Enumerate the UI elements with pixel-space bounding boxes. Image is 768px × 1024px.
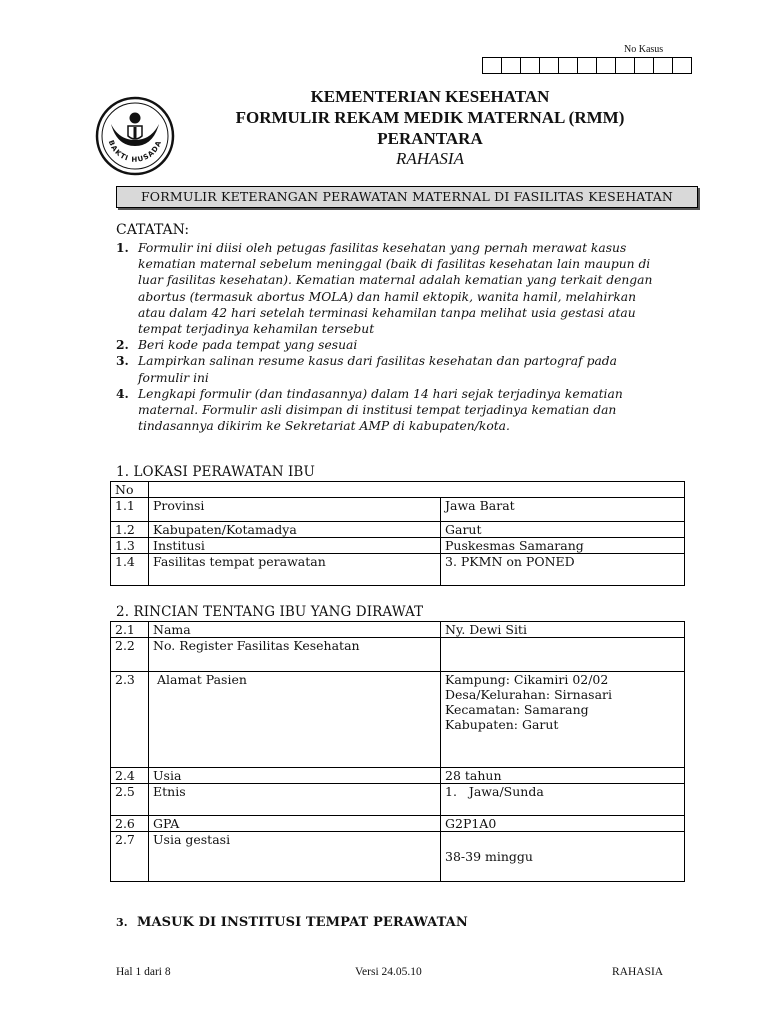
header-rahasia: RAHASIA: [396, 149, 464, 168]
row-label: Fasilitas tempat perawatan: [149, 554, 441, 586]
section-3-number: 3.: [116, 916, 128, 929]
no-kasus-digit-box[interactable]: [559, 58, 578, 73]
catatan-item-text: [138, 353, 617, 385]
form-title-bar: FORMULIR KETERANGAN PERAWATAN MATERNAL DI FASILITAS KESEHATAN: [116, 186, 698, 208]
header-ministry: KEMENTERIAN KESEHATAN: [310, 87, 550, 106]
row-label: Institusi: [149, 538, 441, 554]
catatan-item-number: 2.: [116, 337, 129, 353]
row-label: Kabupaten/Kotamadya: [149, 522, 441, 538]
no-kasus-label: No Kasus: [624, 44, 664, 55]
row-label: Alamat Pasien: [149, 672, 441, 768]
catatan-line: maternal. Formulir asli disimpan di institusi tempat terjadinya kematian dan: [138, 403, 617, 418]
catatan-line: Lampirkan salinan resume kasus dari fasilitas kesehatan dan partograf pada: [138, 354, 617, 369]
catatan-line: abortus (termasuk abortus MOLA) dan hamil ektopik, wanita hamil, melahirkan: [138, 289, 637, 304]
table-row: [111, 768, 685, 784]
no-kasus-digit-box[interactable]: [616, 58, 635, 73]
catatan-line: atau dalam 42 hari setelah terminasi kehamilan tanpa melihat usia gestasi atau: [138, 305, 636, 320]
alamat-line: Desa/Kelurahan: Sirnasari: [445, 687, 612, 702]
catatan-line: kematian maternal sebelum meninggal (baik di fasilitas kesehatan lain maupun di: [138, 257, 651, 272]
catatan-item-number: 3.: [116, 353, 129, 369]
row-label: Usia gestasi: [149, 832, 441, 882]
footer-rahasia: RAHASIA: [612, 966, 664, 978]
no-kasus-digit-box[interactable]: [502, 58, 521, 73]
row-number: 2.5: [111, 784, 149, 816]
row-label: No. Register Fasilitas Kesehatan: [149, 638, 441, 672]
catatan-item-text: [138, 386, 623, 435]
catatan-item: [116, 353, 676, 385]
catatan-line: luar fasilitas kesehatan). Kematian maternal adalah kematian yang terkait dengan: [138, 273, 653, 288]
row-number: 2.6: [111, 816, 149, 832]
row-number: 2.2: [111, 638, 149, 672]
catatan-item: [116, 386, 676, 435]
catatan-line: Formulir ini diisi oleh petugas fasilitas kesehatan yang pernah merawat kasus: [138, 241, 627, 255]
header-perantara: PERANTARA: [377, 129, 483, 148]
header-form-name: FORMULIR REKAM MEDIK MATERNAL (RMM): [235, 108, 625, 127]
section-2-title: 2. RINCIAN TENTANG IBU YANG DIRAWAT: [116, 604, 424, 620]
no-register-field[interactable]: [441, 638, 685, 672]
etnis-field[interactable]: 1. Jawa/Sunda: [441, 784, 685, 816]
table-row: [111, 498, 685, 522]
usia-field[interactable]: 28 tahun: [441, 768, 685, 784]
gpa-field[interactable]: G2P1A0: [441, 816, 685, 832]
table-row: [111, 784, 685, 816]
footer-version: Versi 24.05.10: [355, 966, 422, 978]
row-label: GPA: [149, 816, 441, 832]
catatan-item: [116, 240, 676, 337]
lokasi-perawatan-table: [110, 481, 685, 586]
catatan-item-number: 1.: [116, 240, 129, 255]
rincian-ibu-table: [110, 621, 685, 882]
provinsi-field[interactable]: Jawa Barat: [441, 498, 685, 522]
row-label: Nama: [149, 622, 441, 638]
no-kasus-digit-box[interactable]: [654, 58, 673, 73]
catatan-item-number: 4.: [116, 385, 129, 401]
catatan-line: Beri kode pada tempat yang sesuai: [138, 338, 358, 353]
row-number: 2.7: [111, 832, 149, 882]
table-row: [111, 816, 685, 832]
usia-gestasi-field[interactable]: 38-39 minggu: [441, 832, 685, 882]
footer-page-number: Hal 1 dari 8: [116, 966, 171, 978]
no-kasus-digit-box[interactable]: [578, 58, 597, 73]
fasilitas-field[interactable]: 3. PKMN on PONED: [441, 554, 685, 586]
no-kasus-digit-box[interactable]: [635, 58, 654, 73]
catatan-line: tempat terjadinya kehamilan tersebut: [138, 322, 375, 337]
row-number: 2.3: [111, 672, 149, 768]
row-number: 1.3: [111, 538, 149, 554]
catatan-list: [116, 240, 676, 434]
no-kasus-digit-box[interactable]: [597, 58, 616, 73]
catatan-line: tindasannya dikirim ke Sekretariat AMP di kabupaten/kota.: [138, 419, 510, 434]
alamat-line: Kabupaten: Garut: [445, 717, 559, 732]
section-3-heading: MASUK DI INSTITUSI TEMPAT PERAWATAN: [136, 915, 468, 930]
table-row: [111, 522, 685, 538]
section-1-title: 1. LOKASI PERAWATAN IBU: [116, 464, 315, 480]
table-row: [111, 554, 685, 586]
catatan-item-text: [138, 240, 652, 337]
institusi-field[interactable]: Puskesmas Samarang: [441, 538, 685, 554]
alamat-line: Kecamatan: Samarang: [445, 702, 589, 717]
row-label: Provinsi: [149, 498, 441, 522]
catatan-line: formulir ini: [138, 370, 209, 385]
table-row: [111, 638, 685, 672]
table-row: [111, 832, 685, 882]
row-label: Usia: [149, 768, 441, 784]
row-number: 2.1: [111, 622, 149, 638]
catatan-line: Lengkapi formulir (dan tindasannya) dalam 14 hari sejak terjadinya kematian: [138, 386, 623, 401]
row-number: 1.4: [111, 554, 149, 586]
table-header-no: No: [111, 482, 149, 498]
table-header-row: [111, 482, 685, 498]
logo-text: BAKTI HUSADA: [106, 139, 164, 164]
kabupaten-field[interactable]: Garut: [441, 522, 685, 538]
no-kasus-digit-box[interactable]: [521, 58, 540, 73]
row-number: 1.1: [111, 498, 149, 522]
section-3-title: [116, 915, 468, 930]
nama-field[interactable]: Ny. Dewi Siti: [441, 622, 685, 638]
no-kasus-digit-box[interactable]: [483, 58, 502, 73]
row-label: Etnis: [149, 784, 441, 816]
alamat-line: Kampung: Cikamiri 02/02: [445, 672, 609, 687]
row-number: 1.2: [111, 522, 149, 538]
table-row: [111, 538, 685, 554]
catatan-item: [116, 337, 676, 353]
alamat-pasien-field[interactable]: [441, 672, 685, 768]
no-kasus-input-boxes[interactable]: [482, 57, 692, 74]
catatan-item-text: [138, 337, 357, 353]
catatan-label: CATATAN:: [116, 222, 190, 238]
table-header-blank: [149, 482, 685, 498]
no-kasus-digit-box[interactable]: [540, 58, 559, 73]
table-row: [111, 672, 685, 768]
row-number: 2.4: [111, 768, 149, 784]
table-row: [111, 622, 685, 638]
no-kasus-digit-box[interactable]: [673, 58, 691, 73]
